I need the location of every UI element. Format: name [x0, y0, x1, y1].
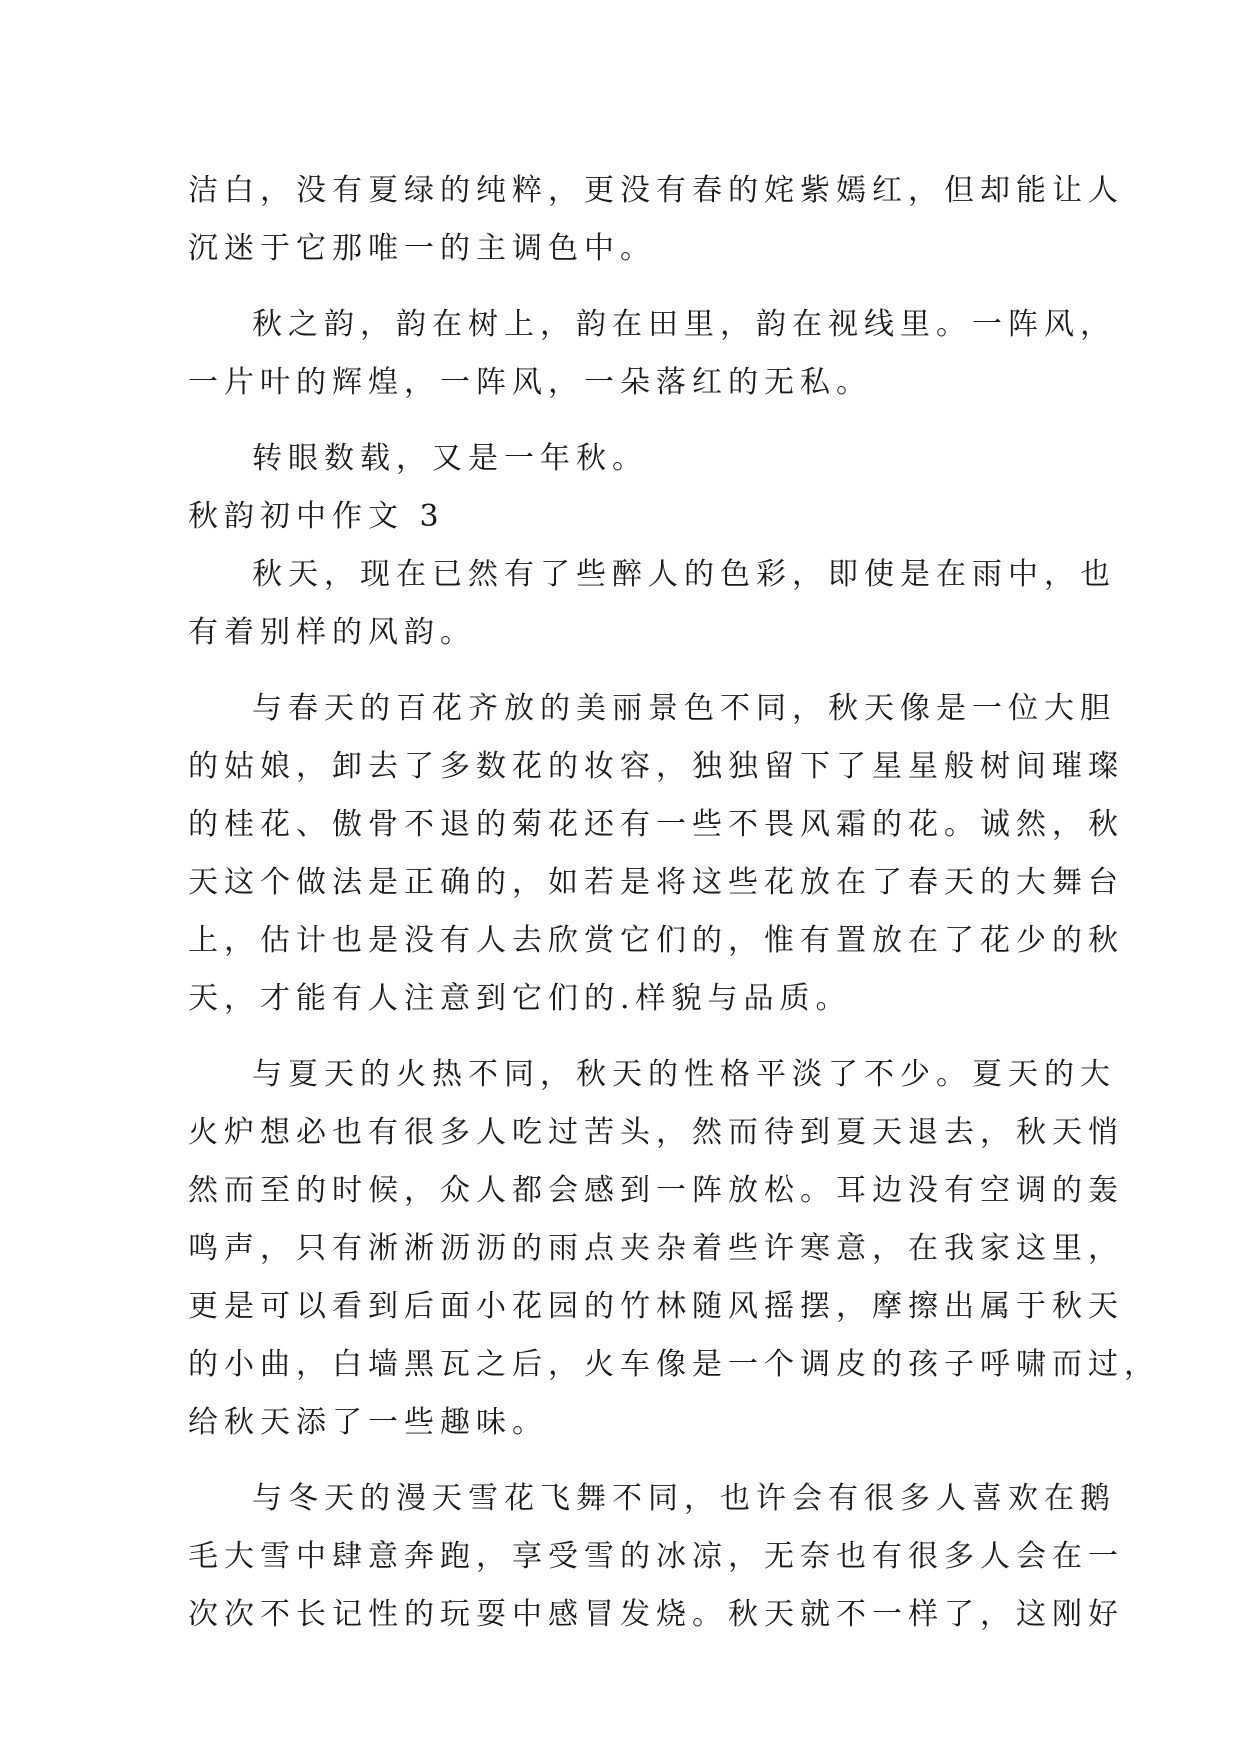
text-line: 火炉想必也有很多人吃过苦头，然而待到夏天退去，秋天悄 — [188, 1115, 1124, 1150]
paragraph-3 — [188, 430, 1048, 488]
text-line: 与夏天的火热不同，秋天的性格平淡了不少。夏天的大 — [252, 1057, 1116, 1092]
text-line: 的小曲，白墙黑瓦之后，火车像是一个调皮的孩子呼啸而过， — [188, 1347, 1160, 1382]
paragraph-1 — [188, 162, 1124, 278]
text-line: 的桂花、傲骨不退的菊花还有一些不畏风霜的花。诚然，秋 — [188, 807, 1124, 842]
text-line: 洁白，没有夏绿的纯粹，更没有春的姹紫嫣红，但却能让人 — [188, 173, 1124, 208]
paragraph-5 — [188, 680, 1124, 1028]
paragraph-6 — [188, 1046, 1160, 1452]
text-line: 一片叶的辉煌，一阵风，一朵落红的无私。 — [188, 365, 872, 400]
paragraph-2 — [188, 296, 1116, 412]
text-line: 与冬天的漫天雪花飞舞不同，也许会有很多人喜欢在鹅 — [252, 1481, 1116, 1516]
text-line: 转眼数载，又是一年秋。 — [252, 441, 648, 476]
text-line: 然而至的时候，众人都会感到一阵放松。耳边没有空调的轰 — [188, 1173, 1124, 1208]
text-line: 毛大雪中肆意奔跑，享受雪的冰凉，无奈也有很多人会在一 — [188, 1539, 1124, 1574]
paragraph-7 — [188, 1470, 1124, 1644]
text-line: 次次不长记性的玩耍中感冒发烧。秋天就不一样了，这刚好 — [188, 1597, 1124, 1632]
document-body — [188, 162, 1160, 1644]
text-line: 天这个做法是正确的，如若是将这些花放在了春天的大舞台 — [188, 865, 1124, 900]
text-line: 与春天的百花齐放的美丽景色不同，秋天像是一位大胆 — [252, 691, 1116, 726]
paragraph-4 — [188, 546, 1116, 662]
text-line: 鸣声，只有淅淅沥沥的雨点夹杂着些许寒意，在我家这里， — [188, 1231, 1124, 1266]
text-line: 天，才能有人注意到它们的.样貌与品质。 — [188, 981, 852, 1016]
text-line: 沉迷于它那唯一的主调色中。 — [188, 231, 656, 266]
text-line: 有着别样的风韵。 — [188, 615, 476, 650]
text-line: 的姑娘，卸去了多数花的妆容，独独留下了星星般树间璀璨 — [188, 749, 1124, 784]
text-line: 秋之韵，韵在树上，韵在田里，韵在视线里。一阵风， — [252, 307, 1116, 342]
text-line: 更是可以看到后面小花园的竹林随风摇摆，摩擦出属于秋天 — [188, 1289, 1124, 1324]
section-heading: 秋韵初中作文 3 — [188, 499, 445, 534]
text-line: 给秋天添了一些趣味。 — [188, 1405, 548, 1440]
text-line: 上，估计也是没有人去欣赏它们的，惟有置放在了花少的秋 — [188, 923, 1124, 958]
text-line: 秋天，现在已然有了些醉人的色彩，即使是在雨中，也 — [252, 557, 1116, 592]
